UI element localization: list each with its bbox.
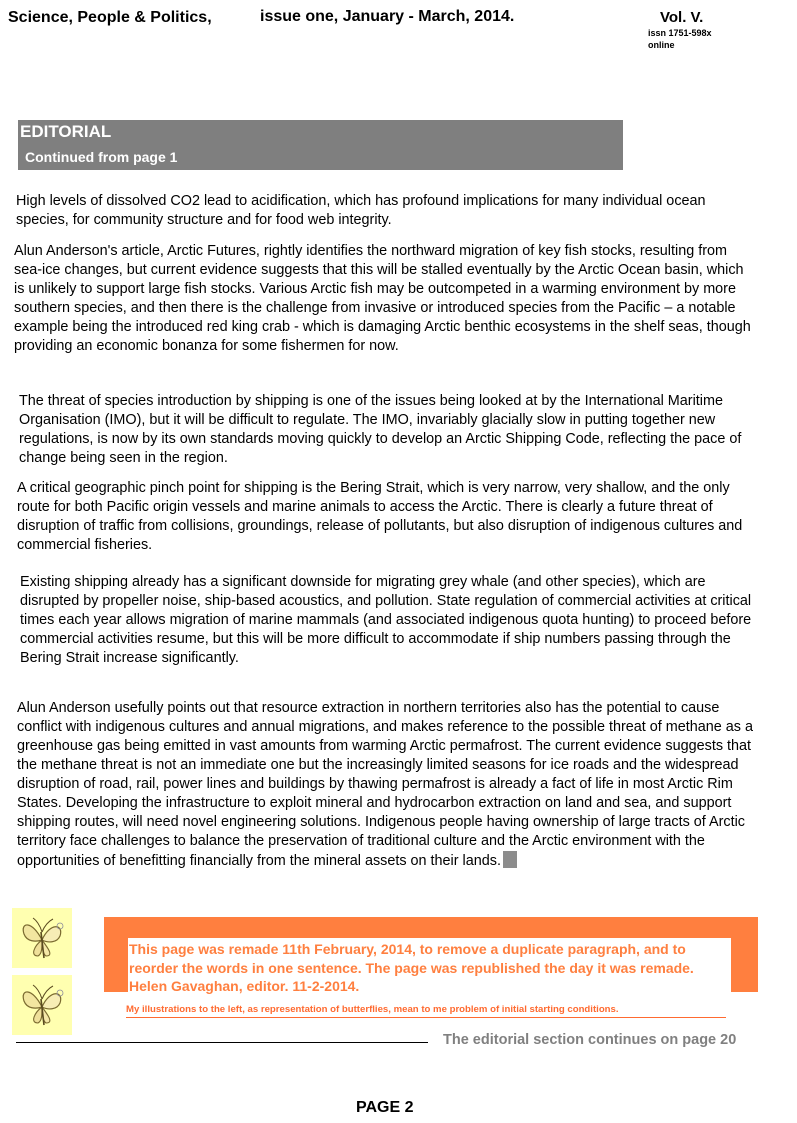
editorial-banner	[18, 120, 623, 170]
paragraph-bering-strait: A critical geographic pinch point for shipping is the Bering Strait, which is very narrow, very shallow, and the only route for both Pacific origin vessels and marine animals to access the Arctic. There is clearly a future threat of disruption of traffic from collisions, groundings, release of pollutants, but also disruption of indigenous cultures and commercial fisheries.	[17, 480, 743, 553]
paragraph-grey-whale: Existing shipping already has a significant downside for migrating grey whale (and other species), which are disrupted by propeller noise, ship-based acoustics, and pollution. State regulation of commercial activities at critical times each year allows migration of marine mammals (and associated indigenous quota hunting) to proceed before commercial activities resume, but this will be more difficult to accommodate if ship numbers passing through the Bering Strait increase significantly.	[20, 574, 752, 666]
online-label: online	[648, 40, 675, 50]
continued-from-label: Continued from page 1	[25, 149, 178, 165]
paragraph-imo: The threat of species introduction by shipping is one of the issues being looked at by the International Maritime Organisation (IMO), but it will be difficult to regulate. The IMO, invariably glacially slow in putting together new regulations, is now by its own standards moving quickly to develop an Arctic Shipping Code, reflecting the pace of change being seen in the region.	[19, 393, 742, 466]
page-number: PAGE 2	[356, 1099, 414, 1116]
paragraph-fish-stocks: Alun Anderson's article, Arctic Futures, rightly identifies the northward migration of key fish stocks, resulting from sea-ice changes, but current evidence suggests that this will be stalled eventually by the Arctic Ocean basin, which is unlikely to support large fish stocks. Various Arctic fish may be outcompeted in a warming environment by more southern species, and then there is the challenge from invasive or introduced species from the Pacific – a notable example being the introduced red king crab - which is damaging Arctic benthic ecosystems in the shelf seas, though providing an economic bonanza for some fishermen for now.	[14, 243, 751, 354]
journal-title: Science, People & Politics,	[8, 9, 212, 26]
butterfly-icon	[12, 975, 72, 1035]
editorial-heading: EDITORIAL	[20, 122, 112, 141]
continues-note: The editorial section continues on page 20	[443, 1032, 737, 1048]
issue-info: issue one, January - March, 2014.	[260, 8, 515, 25]
paragraph-acidification: High levels of dissolved CO2 lead to acidification, which has profound implications for many individual ocean species, for community structure and for food web integrity.	[16, 193, 706, 228]
issn-block	[648, 27, 712, 51]
text-cursor-block	[503, 851, 517, 868]
remake-notice: This page was remade 11th February, 2014, to remove a duplicate paragraph, and to reorder the words in one sentence. The page was republished the day it was remade. Helen Gavaghan, editor. 11-2-2014.	[128, 938, 731, 996]
illustration-note: My illustrations to the left, as representation of butterflies, mean to me problem of initial starting conditions.	[126, 1004, 726, 1018]
paragraph-resource-text: Alun Anderson usefully points out that resource extraction in northern territories also has the potential to cause conflict with indigenous cultures and annual migrations, and makes reference to the possible threat of methane as a greenhouse gas being emitted in vast amounts from warming Arctic permafrost. The current evidence suggests that the methane threat is not an immediate one but the increasingly limited seasons for ice roads and the widespread disruption of road, rail, power lines and buildings by thawing permafrost is already a fact of life in most Arctic Rim States. Developing the infrastructure to exploit mineral and hydrocarbon extraction on land and sea, and support shipping routes, will need novel engineering solutions. Indigenous people having ownership of large tracts of Arctic territory face challenges to balance the preservation of traditional culture and the Arctic environment with the opportunities of benefitting financially from the mineral assets on their lands.	[17, 700, 753, 869]
footer-divider	[16, 1042, 428, 1043]
butterfly-icon	[12, 908, 72, 968]
issn-label: issn 1751-598x	[648, 28, 712, 38]
volume-label: Vol. V.	[660, 9, 704, 26]
paragraph-resource-extraction	[17, 699, 762, 871]
